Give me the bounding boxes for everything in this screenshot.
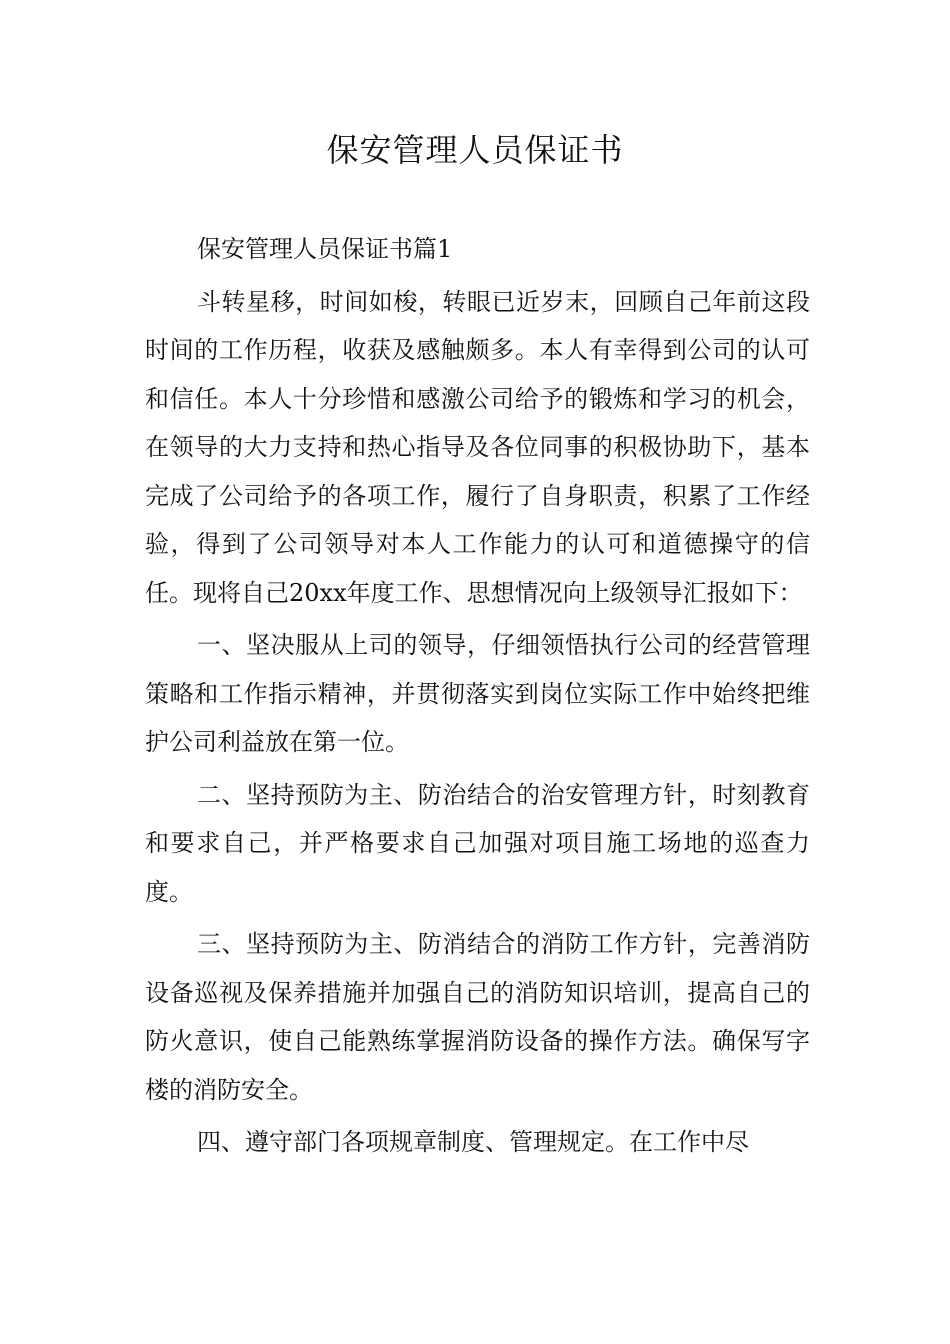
paragraph-item-2: 二、坚持预防为主、防治结合的治安管理方针，时刻教育和要求自己，并严格要求自己加强对项目施工场地的巡查力度。 <box>145 780 810 906</box>
document-title: 保安管理人员保证书 <box>326 131 624 169</box>
paragraph-item-1: 一、坚决服从上司的领导，仔细领悟执行公司的经营管理策略和工作指示精神，并贯彻落实到岗位实际工作中始终把维护公司利益放在第一位。 <box>145 631 810 756</box>
section-heading: 保安管理人员保证书篇1 <box>197 235 453 263</box>
document-body <box>145 225 810 1167</box>
paragraph-item-4: 四、遵守部门各项规章制度、管理规定。在工作中尽 <box>197 1128 749 1156</box>
paragraph-intro: 斗转星移，时间如梭，转眼已近岁末，回顾自己年前这段时间的工作历程，收获及感触颇多。本人有幸得到公司的认可和信任。本人十分珍惜和感激公司给予的锻炼和学习的机会，在领导的大力支持和热心指导及各位同事的积极协助下，基本完成了公司给予的各项工作，履行了自身职责，积累了工作经验，得到了公司领导对本人工作能力的认可和道德操守的信任。现将自己20xx年度工作、思想情况向上级领导汇报如下： <box>145 287 810 607</box>
paragraph-item-3: 三、坚持预防为主、防消结合的消防工作方针，完善消防设备巡视及保养措施并加强自己的消防知识培训，提高自己的防火意识，使自己能熟练掌握消防设备的操作方法。确保写字楼的消防安全。 <box>145 930 810 1104</box>
